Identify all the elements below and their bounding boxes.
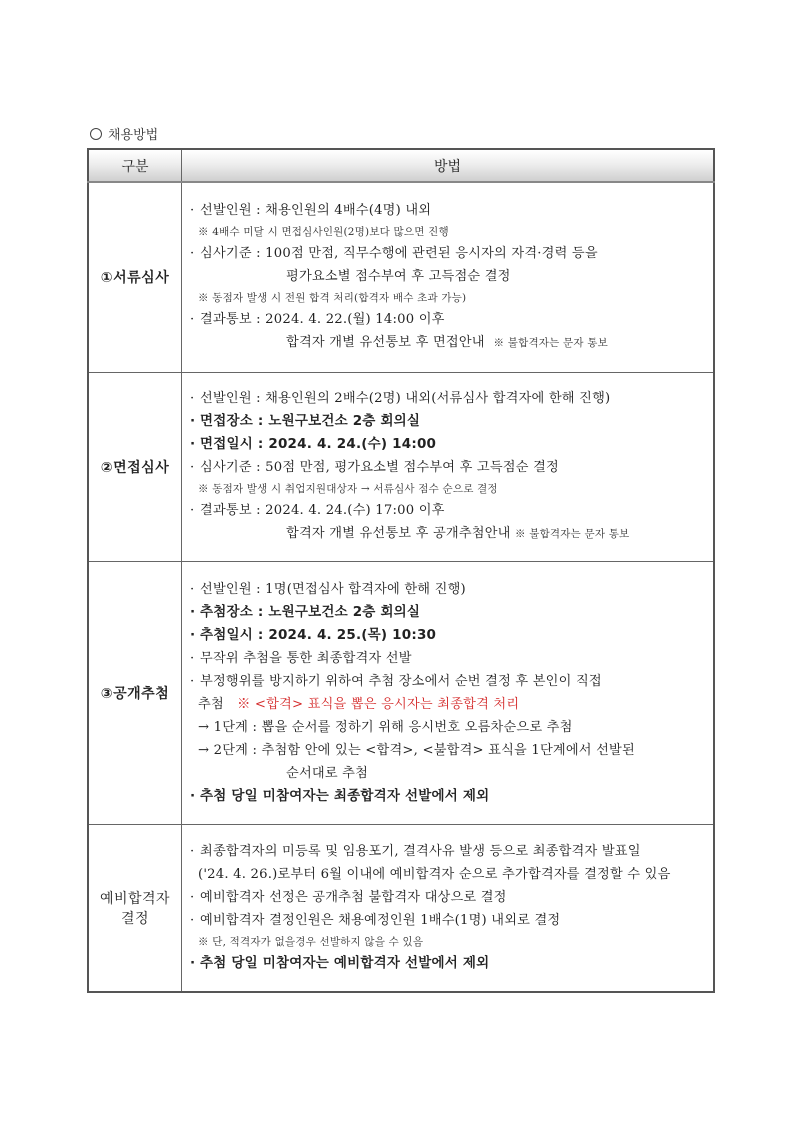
circle-bullet-icon [90,128,102,140]
recruitment-method-table [87,148,715,993]
line-result-notice: · 결과통보 : 2024. 4. 24.(수) 17:00 이후 [190,503,445,518]
line-criteria: · 심사기준 : 50점 만점, 평가요소별 점수부여 후 고득점순 결정 [190,460,559,475]
category-public-lottery: ③공개추첨 [88,561,182,824]
category-interview: ②면접심사 [88,372,182,561]
red-notice: ※ <합격> 표식을 뽑은 응시자는 최종합격 처리 [237,696,520,712]
line-step-2-cont: 순서대로 추첨 [286,765,369,781]
line-reserve-condition-cont: ('24. 4. 26.)로부터 6월 이내에 예비합격자 순으로 추가합격자를 결정할 수 있음 [198,867,671,883]
table-row-interview [88,372,714,561]
line-lottery-location: · 추첨장소 : 노원구보건소 2층 회의실 [190,603,421,620]
header-method: 방법 [182,149,715,182]
category-reserve-candidates: 예비합격자 결정 [88,824,182,992]
line-selection-count: · 선발인원 : 채용인원의 2배수(2명) 내외(서류심사 합격자에 한해 진행) [190,391,611,406]
section-title: 채용방법 [108,128,159,143]
line-absent-exclusion: · 추첨 당일 미참여자는 최종합격자 선발에서 제외 [190,787,490,804]
line-reserve-count: · 예비합격자 결정인원은 채용예정인원 1배수(1명) 내외로 결정 [190,913,561,929]
note-line: ※ 4배수 미달 시 면접심사인원(2명)보다 많으면 진행 [198,226,449,239]
line-reserve-selection: · 예비합격자 선정은 공개추첨 불합격자 대상으로 결정 [190,890,507,906]
line-lottery-datetime: · 추첨일시 : 2024. 4. 25.(목) 10:30 [190,626,437,643]
method-public-lottery [182,561,715,824]
table-header-row [88,149,714,182]
line-selection-count: · 선발인원 : 1명(면접심사 합격자에 한해 진행) [190,581,466,597]
line-result-notice-cont: 합격자 개별 유선통보 후 공개추첨안내 ※ 불합격자는 문자 통보 [286,526,630,541]
table-row-public-lottery [88,561,714,824]
line-fraud-prevention: · 부정행위를 방지하기 위하여 추첨 장소에서 순번 결정 후 본인이 직접 [190,673,602,689]
line-criteria-cont: 평가요소별 점수부여 후 고득점순 결정 [286,269,511,285]
table-row-reserve-candidates [88,824,714,992]
line-absent-exclusion: · 추첨 당일 미참여자는 예비합격자 선발에서 제외 [190,955,490,972]
line-interview-location: · 면접장소 : 노원구보건소 2층 회의실 [190,413,421,429]
method-interview [182,372,715,561]
line-reserve-condition: · 최종합격자의 미등록 및 임용포기, 결격사유 발생 등으로 최종합격자 발표일 [190,844,641,860]
line-criteria: · 심사기준 : 100점 만점, 직무수행에 관련된 응시자의 자격·경력 등을 [190,246,598,262]
table-row-document-screening [88,182,714,372]
category-document-screening: ①서류심사 [88,182,182,372]
line-result-notice-cont: 합격자 개별 유선통보 후 면접안내 ※ 불합격자는 문자 통보 [286,335,608,351]
line-selection-count: · 선발인원 : 채용인원의 4배수(4명) 내외 [190,203,432,219]
note-line: ※ 동점자 발생 시 전원 합격 처리(합격자 배수 초과 가능) [198,292,467,305]
line-interview-datetime: · 면접일시 : 2024. 4. 24.(수) 14:00 [190,436,437,452]
method-reserve-candidates [182,824,715,992]
line-step-1: → 1단계 : 뽑을 순서를 정하기 위해 응시번호 오름차순으로 추첨 [198,719,573,735]
method-document-screening [182,182,715,372]
note-line: ※ 동점자 발생 시 취업지원대상자 → 서류심사 점수 순으로 결정 [198,483,498,495]
header-category: 구분 [88,149,182,182]
section-heading [90,124,158,143]
note-line: ※ 단, 적격자가 없을경우 선발하지 않을 수 있음 [198,936,424,949]
line-fraud-prevention-cont: 추첨 ※ <합격> 표식을 뽑은 응시자는 최종합격 처리 [198,696,520,712]
line-step-2: → 2단계 : 추첨함 안에 있는 <합격>, <불합격> 표식을 1단계에서 선발된 [198,742,635,758]
line-result-notice: · 결과통보 : 2024. 4. 22.(월) 14:00 이후 [190,312,445,328]
line-random-draw: · 무작위 추첨을 통한 최종합격자 선발 [190,650,412,666]
